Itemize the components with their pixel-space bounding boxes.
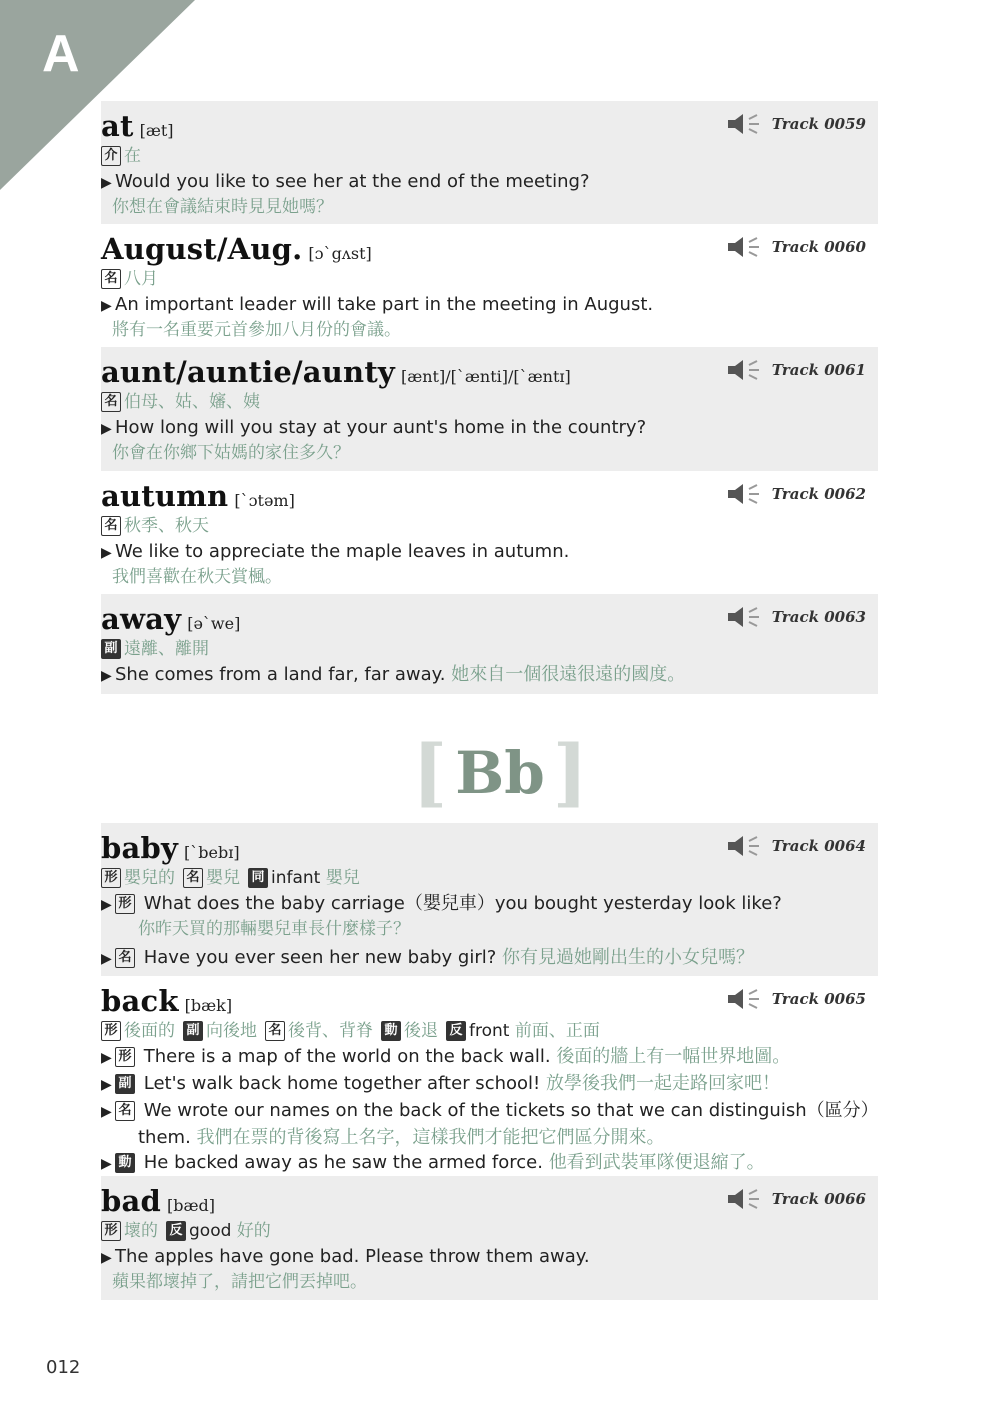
pos-badge: 形 — [101, 868, 121, 888]
headword: back — [101, 984, 179, 1018]
example-sentence: ▶ 形 What does the baby carriage（嬰兒車）you bought yesterday look like? — [101, 891, 866, 918]
bullet-triangle-icon: ▶ — [101, 1250, 112, 1266]
phonetic: [`ɔtəm] — [234, 491, 295, 510]
pos-badge: 名 — [183, 868, 203, 888]
section-heading-b: [ Bb ] — [412, 730, 588, 816]
audio-track[interactable]: Track 0065 — [728, 988, 866, 1010]
example-sentence: ▶ 形 There is a map of the world on the back wall. 後面的牆上有一幅世界地圖。 — [101, 1044, 866, 1071]
entry-away — [101, 594, 878, 694]
example-sentence: ▶ 名 We wrote our names on the back of the tickets so that we can distinguish（區分） — [101, 1098, 866, 1125]
pos-badge: 名 — [115, 1101, 135, 1121]
headword: August/Aug. — [101, 232, 303, 266]
example-sentence: ▶ The apples have gone bad. Please throw them away. — [101, 1244, 866, 1271]
pos-badge: 副 — [183, 1021, 203, 1041]
example-sentence: ▶ An important leader will take part in the meeting in August. — [101, 292, 866, 319]
page-number: 012 — [46, 1357, 81, 1378]
headword: bad — [101, 1184, 161, 1218]
speaker-icon[interactable] — [728, 835, 762, 857]
bullet-triangle-icon: ▶ — [101, 298, 112, 314]
example-sentence: ▶ Would you like to see her at the end of the meeting? — [101, 169, 866, 196]
bullet-triangle-icon: ▶ — [101, 175, 112, 191]
entry-back — [101, 976, 878, 1176]
phonetic: [`bebɪ] — [184, 843, 240, 862]
example-sentence: ▶ How long will you stay at your aunt's home in the country? — [101, 415, 866, 442]
bullet-triangle-icon: ▶ — [101, 545, 112, 561]
pos-badge: 形 — [101, 1221, 121, 1241]
pos-badge: 名 — [101, 269, 121, 289]
headword: aunt/auntie/aunty — [101, 355, 395, 389]
entry-aunt — [101, 347, 878, 471]
part-of-speech-line: 名 八月 — [101, 266, 866, 292]
speaker-icon[interactable] — [728, 113, 762, 135]
example-translation: 你昨天買的那輛嬰兒車長什麼樣子？ — [138, 919, 410, 939]
entry-autumn — [101, 471, 878, 594]
audio-track[interactable]: Track 0062 — [728, 483, 866, 505]
speaker-icon[interactable] — [728, 988, 762, 1010]
section-letter: A — [42, 25, 80, 83]
phonetic: [bæd] — [166, 1196, 215, 1215]
pos-badge: 形 — [101, 1021, 121, 1041]
phonetic: [ə`we] — [187, 614, 241, 633]
pos-badge: 副 — [101, 639, 121, 659]
phonetic: [ænt]/[`ænti]/[`æntɪ] — [400, 367, 571, 386]
part-of-speech-line: 介 在 — [101, 143, 866, 169]
bullet-triangle-icon: ▶ — [101, 1156, 112, 1172]
pos-badge: 動 — [115, 1153, 135, 1173]
bullet-triangle-icon: ▶ — [101, 421, 112, 437]
example-translation: 蘋果都壞掉了，請把它們丟掉吧。 — [112, 1272, 367, 1292]
bullet-triangle-icon: ▶ — [101, 1104, 112, 1120]
pos-badge: 名 — [265, 1021, 285, 1041]
pos-badge: 名 — [101, 392, 121, 412]
headword: baby — [101, 831, 178, 865]
speaker-icon[interactable] — [728, 359, 762, 381]
example-sentence: ▶ 副 Let's walk back home together after school! 放學後我們一起走路回家吧！ — [101, 1071, 866, 1098]
pos-badge: 名 — [101, 516, 121, 536]
headword: at — [101, 109, 134, 143]
pos-badge: 名 — [115, 948, 135, 968]
audio-track[interactable]: Track 0060 — [728, 236, 866, 258]
example-sentence: ▶ She comes from a land far, far away. 她來自一個很遠很遠的國度。 — [101, 662, 866, 689]
entry-august — [101, 224, 878, 347]
example-sentence: ▶ 動 He backed away as he saw the armed force. 他看到武裝軍隊便退縮了。 — [101, 1150, 866, 1177]
example-translation: 將有一名重要元首參加八月份的會議。 — [112, 320, 401, 340]
example-sentence: ▶ 名 Have you ever seen her new baby girl? 你有見過她剛出生的小女兒嗎？ — [101, 945, 866, 972]
speaker-icon[interactable] — [728, 606, 762, 628]
pos-badge: 動 — [381, 1021, 401, 1041]
headword: away — [101, 602, 182, 636]
bullet-triangle-icon: ▶ — [101, 951, 112, 967]
entry-bad — [101, 1176, 878, 1300]
bullet-triangle-icon: ▶ — [101, 1077, 112, 1093]
part-of-speech-line: 形 壞的 反 good 好的 — [101, 1218, 866, 1244]
speaker-icon[interactable] — [728, 236, 762, 258]
audio-track[interactable]: Track 0064 — [728, 835, 866, 857]
example-sentence-continuation: them. 我們在票的背後寫上名字，這樣我們才能把它們區分開來。 — [138, 1127, 665, 1148]
example-translation: 你想在會議結束時見見她嗎？ — [112, 197, 333, 217]
part-of-speech-line: 形 後面的 副 向後地 名 後背、背脊 動 後退 反 front 前面、正面 — [101, 1018, 866, 1044]
antonym-badge: 反 — [446, 1021, 466, 1041]
phonetic: [bæk] — [184, 996, 233, 1015]
headword: autumn — [101, 479, 229, 513]
section-title: Bb — [455, 739, 545, 807]
speaker-icon[interactable] — [728, 1188, 762, 1210]
pos-badge: 副 — [115, 1074, 135, 1094]
entry-baby — [101, 823, 878, 976]
bullet-triangle-icon: ▶ — [101, 668, 112, 684]
example-translation: 你會在你鄉下姑媽的家住多久？ — [112, 443, 350, 463]
synonym-badge: 同 — [248, 868, 268, 888]
pos-badge: 形 — [115, 894, 135, 914]
audio-track[interactable]: Track 0059 — [728, 113, 866, 135]
part-of-speech-line: 形 嬰兒的 名 嬰兒 同 infant 嬰兒 — [101, 865, 866, 891]
pos-badge: 介 — [101, 146, 121, 166]
part-of-speech-line: 副 遠離、離開 — [101, 636, 866, 662]
audio-track[interactable]: Track 0066 — [728, 1188, 866, 1210]
speaker-icon[interactable] — [728, 483, 762, 505]
audio-track[interactable]: Track 0061 — [728, 359, 866, 381]
bullet-triangle-icon: ▶ — [101, 897, 112, 913]
phonetic: [ɔ`gʌst] — [308, 244, 372, 263]
part-of-speech-line: 名 伯母、姑、嬸、姨 — [101, 389, 866, 415]
antonym-badge: 反 — [166, 1221, 186, 1241]
part-of-speech-line: 名 秋季、秋天 — [101, 513, 866, 539]
pos-badge: 形 — [115, 1047, 135, 1067]
example-sentence: ▶ We like to appreciate the maple leaves in autumn. — [101, 539, 866, 566]
phonetic: [æt] — [139, 121, 174, 140]
entry-at — [101, 101, 878, 224]
example-translation: 我們喜歡在秋天賞楓。 — [112, 567, 282, 587]
bullet-triangle-icon: ▶ — [101, 1050, 112, 1066]
audio-track[interactable]: Track 0063 — [728, 606, 866, 628]
